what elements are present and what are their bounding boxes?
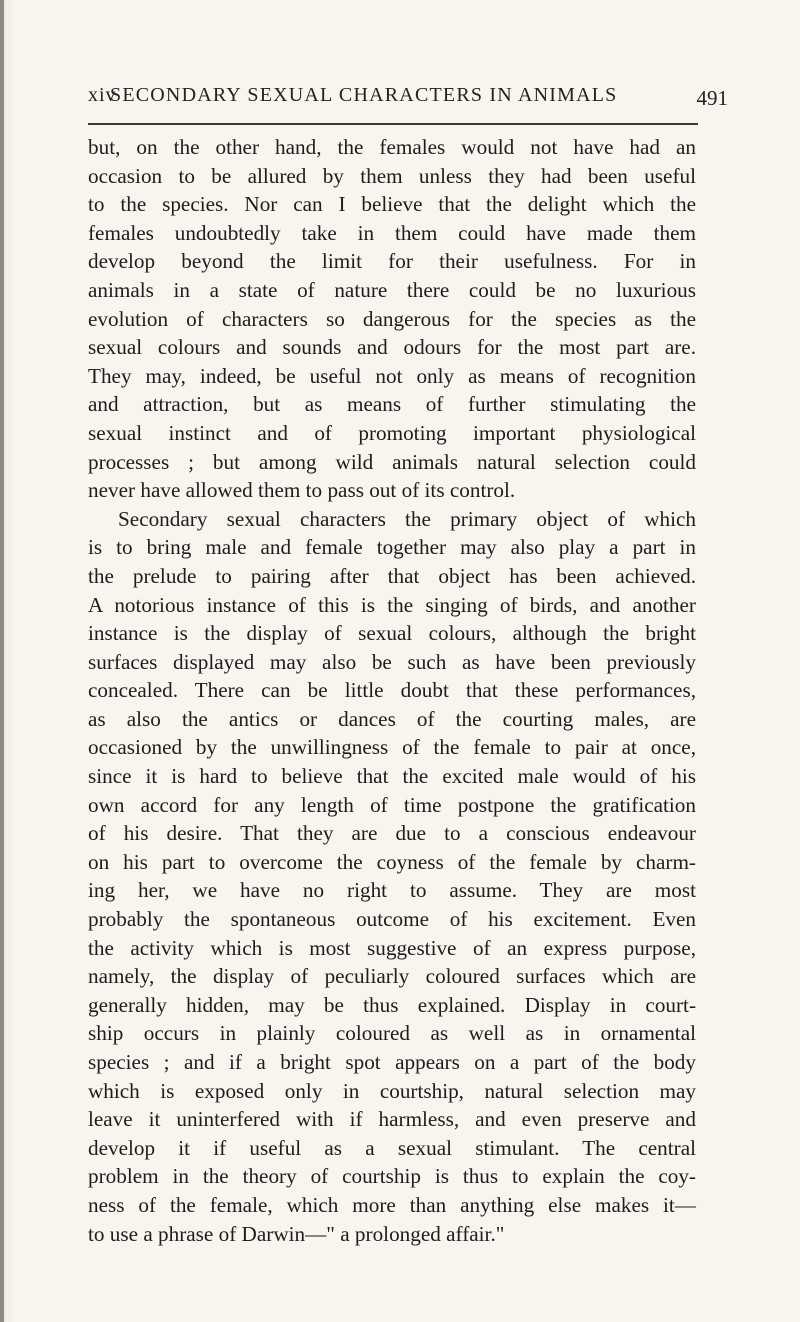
text-line: probably the spontaneous outcome of his excitement. Even — [88, 907, 696, 932]
text-line: ness of the female, which more than anything else makes it— — [88, 1192, 696, 1217]
text-line: instance is the display of sexual colours, although the bright — [88, 621, 696, 646]
text-line: of his desire. That they are due to a conscious endeavour — [88, 821, 696, 846]
text-line: never have allowed them to pass out of its control. — [88, 478, 516, 503]
text-line: ing her, we have no right to assume. They are most — [88, 878, 696, 903]
text-line: processes ; but among wild animals natural selection could — [88, 449, 696, 474]
text-line: namely, the display of peculiarly coloured surfaces which are — [88, 964, 696, 989]
paragraph — [88, 505, 696, 1248]
text-line: ship occurs in plainly coloured as well as in ornamental — [88, 1021, 696, 1046]
text-line: to use a phrase of Darwin—" a prolonged affair." — [88, 1221, 505, 1246]
text-line: sexual colours and sounds and odours for the most part are. — [88, 335, 696, 360]
text-line: but, on the other hand, the females would not have had an — [88, 135, 696, 159]
text-line: is to bring male and female together may also play a part in — [88, 535, 696, 560]
text-line: develop beyond the limit for their usefulness. For in — [88, 249, 696, 274]
text-line: concealed. There can be little doubt that these performances, — [88, 678, 696, 703]
text-line: sexual instinct and of promoting important physiological — [88, 420, 696, 445]
text-line: the prelude to pairing after that object has been achieved. — [88, 563, 696, 588]
paragraph — [88, 133, 696, 505]
text-line: to the species. Nor can I believe that the delight which the — [88, 192, 696, 217]
text-line: on his part to overcome the coyness of the female by charm- — [88, 849, 696, 874]
text-line: occasion to be allured by them unless they had been useful — [88, 163, 696, 188]
page-number: 491 — [696, 86, 728, 110]
running-title: SECONDARY SEXUAL CHARACTERS IN ANIMALS — [110, 84, 618, 106]
text-line: the activity which is most suggestive of an express purpose, — [88, 935, 696, 960]
text-line: females undoubtedly take in them could have made them — [88, 220, 696, 245]
text-line: and attraction, but as means of further stimulating the — [88, 392, 696, 417]
text-line: as also the antics or dances of the courting males, are — [88, 706, 696, 731]
header-rule — [88, 123, 698, 125]
text-line: which is exposed only in courtship, natural selection may — [88, 1078, 696, 1103]
text-line: develop it if useful as a sexual stimulant. The central — [88, 1135, 696, 1160]
text-line: surfaces displayed may also be such as have been previously — [88, 649, 696, 674]
page-spine-edge — [0, 0, 4, 1322]
text-line: They may, indeed, be useful not only as means of recognition — [88, 363, 696, 388]
text-line: species ; and if a bright spot appears on a part of the body — [88, 1050, 696, 1074]
chapter-number: xiv — [88, 84, 117, 106]
text-line: evolution of characters so dangerous for the species as the — [88, 306, 696, 331]
text-line: since it is hard to believe that the excited male would of his — [88, 764, 696, 789]
text-line: Secondary sexual characters the primary object of which — [118, 506, 696, 531]
text-line: animals in a state of nature there could be no luxurious — [88, 277, 696, 302]
text-line: leave it uninterfered with if harmless, and even preserve and — [88, 1107, 696, 1132]
text-line: occasioned by the unwillingness of the female to pair at once, — [88, 735, 696, 760]
running-header — [88, 78, 736, 112]
text-line: own accord for any length of time postpone the gratification — [88, 792, 696, 817]
text-line: generally hidden, may be thus explained. Display in court- — [88, 992, 696, 1017]
text-line: A notorious instance of this is the singing of birds, and another — [88, 592, 696, 617]
body-text — [88, 133, 696, 1248]
text-line: problem in the theory of courtship is thus to explain the coy- — [88, 1164, 696, 1189]
